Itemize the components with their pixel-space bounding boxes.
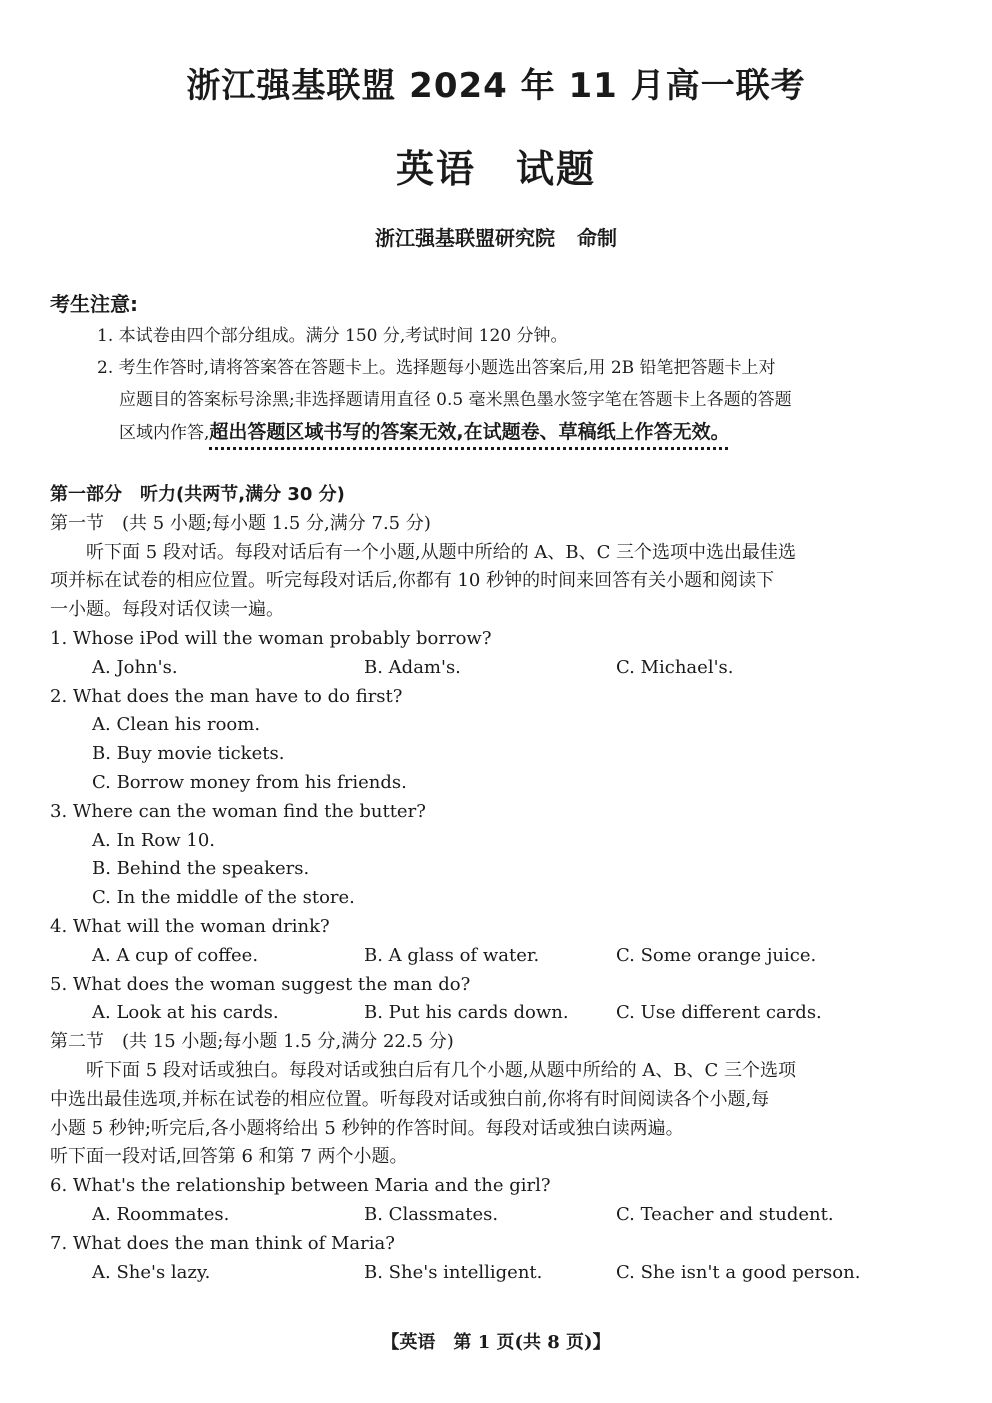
option-c: C. Some orange juice. (616, 944, 817, 966)
option-a: A. Roommates. (92, 1203, 230, 1225)
section2-instruction-3: 小题 5 秒钟;听完后,各小题将给出 5 秒钟的作答时间。每段对话或独白读两遍。 (50, 1117, 684, 1139)
option-row (50, 1259, 910, 1288)
author-role: 命制 (577, 226, 617, 250)
paper-label: 试题 (516, 147, 597, 191)
notice-heading: 考生注意: (50, 292, 138, 316)
question-stem: 7. What does the man think of Maria? (50, 1232, 395, 1254)
question-stem: 6. What's the relationship between Maria and the girl? (50, 1175, 551, 1197)
listening-part (50, 481, 910, 1287)
option-b: B. A glass of water. (364, 944, 540, 966)
option-b: B. Classmates. (364, 1203, 499, 1225)
option-c: C. Teacher and student. (616, 1203, 834, 1225)
subject-name: 英语 (395, 147, 476, 191)
option-c: C. Michael's. (616, 656, 734, 678)
option-a: A. John's. (92, 656, 178, 678)
question-stem: 5. What does the woman suggest the man do? (50, 973, 471, 995)
option-a: A. Look at his cards. (92, 1002, 279, 1024)
section2-instruction-2: 中选出最佳选项,并标在试卷的相应位置。听每段对话或独白前,你将有时间阅读各个小题,每 (50, 1088, 770, 1110)
author-org: 浙江强基联盟研究院 (375, 226, 555, 250)
author-line (0, 222, 992, 251)
option-b: B. Put his cards down. (364, 1002, 569, 1024)
part1-title: 第一部分 听力(共两节,满分 30 分) (50, 484, 345, 505)
question-stem: 3. Where can the woman find the butter? (50, 800, 426, 822)
group-intro: 听下面一段对话,回答第 6 和第 7 两个小题。 (50, 1146, 408, 1168)
option-a: A. She's lazy. (92, 1261, 211, 1283)
section1-instruction-3: 一小题。每段对话仅读一遍。 (50, 599, 284, 621)
notice-item-2 (97, 352, 907, 449)
option-b: B. Behind the speakers. (92, 858, 310, 880)
option-b: B. Adam's. (364, 656, 461, 678)
notice-item-2-line-3 (97, 416, 907, 449)
option-row (50, 654, 910, 683)
section1-instruction-2: 项并标在试卷的相应位置。听完每段对话后,你都有 10 秒钟的时间来回答有关小题和阅读下 (50, 570, 775, 592)
question-stem: 2. What does the man have to do first? (50, 685, 403, 707)
option-c: C. In the middle of the store. (92, 887, 355, 909)
question-stem: 4. What will the woman drink? (50, 915, 330, 937)
exam-title: 浙江强基联盟 2024 年 11 月高一联考 (186, 66, 806, 106)
page-footer: 【英语 第 1 页(共 8 页)】 (381, 1332, 611, 1353)
option-c: C. Use different cards. (616, 1002, 822, 1024)
option-a: A. A cup of coffee. (92, 944, 259, 966)
notice-item-1: 1. 本试卷由四个部分组成。满分 150 分,考试时间 120 分钟。 (97, 326, 568, 346)
option-c: C. She isn't a good person. (616, 1261, 861, 1283)
notice-item-2-line-1: 2. 考生作答时,请将答案答在答题卡上。选择题每小题选出答案后,用 2B 铅笔把答题卡上对 (97, 358, 776, 378)
option-row (50, 1201, 910, 1230)
section2-title: 第二节 (共 15 小题;每小题 1.5 分,满分 22.5 分) (50, 1031, 454, 1053)
paper-title (0, 138, 992, 193)
option-a: A. Clean his room. (92, 714, 261, 736)
notice-item-2-line-2: 应题目的答案标号涂黑;非选择题请用直径 0.5 毫米黑色墨水签字笔在答题卡上各题的答题 (119, 390, 792, 410)
section1-instruction-1: 听下面 5 段对话。每段对话后有一个小题,从题中所给的 A、B、C 三个选项中选出最佳选 (86, 541, 797, 563)
section1-title: 第一节 (共 5 小题;每小题 1.5 分,满分 7.5 分) (50, 512, 431, 534)
option-c: C. Borrow money from his friends. (92, 771, 407, 793)
notice-emphasis: 超出答题区域书写的答案无效,在试题卷、草稿纸上作答无效。 (209, 421, 730, 443)
notice-prefix: 区域内作答, (119, 423, 210, 443)
option-a: A. In Row 10. (92, 829, 216, 851)
section2-instruction-1: 听下面 5 段对话或独白。每段对话或独白后有几个小题,从题中所给的 A、B、C 三个选项 (86, 1059, 797, 1081)
option-b: B. Buy movie tickets. (92, 743, 285, 765)
option-row (50, 942, 910, 971)
option-row (50, 999, 910, 1028)
option-b: B. She's intelligent. (364, 1261, 543, 1283)
question-stem: 1. Whose iPod will the woman probably borrow? (50, 627, 492, 649)
